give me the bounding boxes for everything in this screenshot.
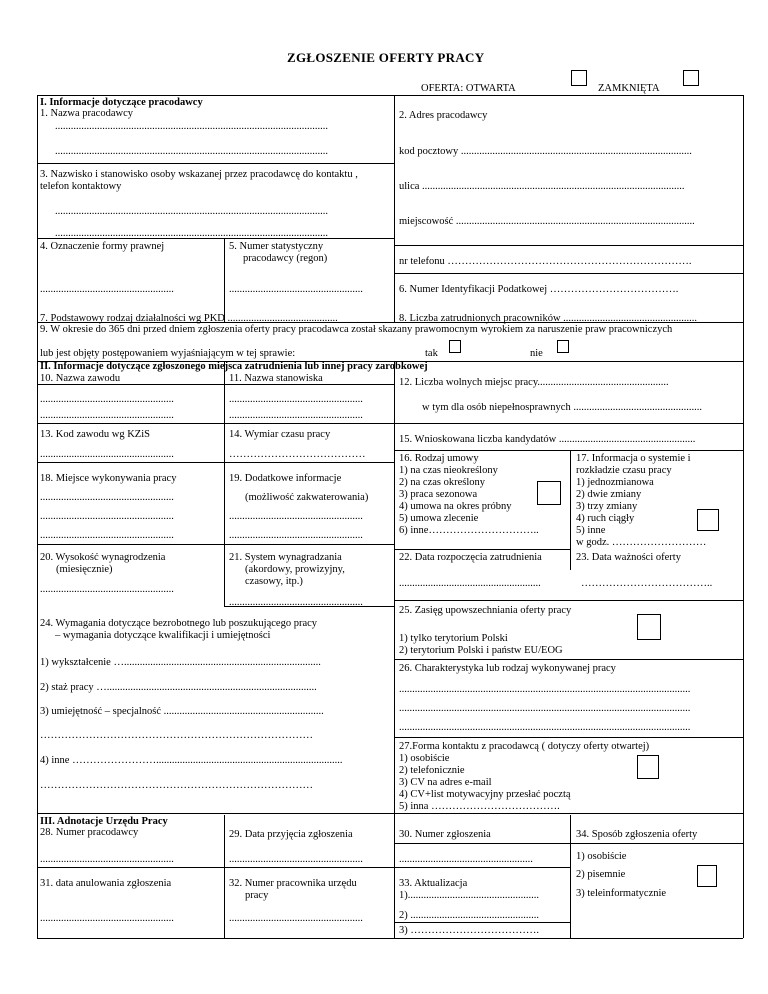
employer-name-field-2[interactable]: ........................................................................................................ [55, 146, 328, 157]
work-description-label: 26. Charakterystyka lub rodzaj wykonywanej pracy [399, 663, 616, 674]
shift-system-label: 17. Informacja o systemie i [576, 453, 691, 464]
salary-field[interactable]: ................................................... [40, 584, 174, 595]
offer-closed-label: ZAMKNIĘTA [598, 83, 660, 94]
contract-option-5: 5) umowa zlecenie [399, 513, 479, 524]
nip-field[interactable]: 6. Numer Identyfikacji Podatkowej ………………………………. [399, 284, 679, 295]
skills-field[interactable]: 3) umiejętność – specjalność ............................................................. [40, 706, 324, 717]
form-title: ZGŁOSZENIE OFERTY PRACY [287, 50, 485, 65]
contact-person-label: 3. Nazwisko i stanowisko osoby wskazanej przez pracodawcę do kontaktu , [40, 169, 358, 180]
candidates-count-field[interactable]: 15. Wnioskowana liczba kandydatów .................................................... [399, 434, 696, 445]
employer-number-label: 28. Numer pracodawcy [40, 827, 139, 838]
employer-address-label: 2. Adres pracodawcy [399, 110, 488, 121]
vacancies-disabled-field[interactable]: w tym dla osób niepełnosprawnych ................................................. [422, 402, 702, 413]
range-option-1: 1) tylko terytorium Polski [399, 633, 508, 644]
offer-open-checkbox[interactable] [571, 70, 587, 86]
phone-field[interactable]: nr telefonu ……………………………………………………………. [399, 256, 692, 267]
submission-method-label: 34. Sposób zgłoszenia oferty [576, 829, 698, 840]
method-option-1: 1) osobiście [576, 851, 627, 862]
expiry-date-field[interactable]: ……………………………….. [581, 578, 713, 589]
offer-range-label: 25. Zasięg upowszechniania oferty pracy [399, 605, 572, 616]
shift-option-4: 4) ruch ciągły [576, 513, 635, 524]
contract-option-2: 2) na czas określony [399, 477, 486, 488]
contact-phone-label: telefon kontaktowy [40, 181, 122, 192]
working-time-label: 14. Wymiar czasu pracy [229, 429, 331, 440]
shift-system-label-2: rozkładzie czasu pracy [576, 465, 672, 476]
clerk-number-label: 32. Numer pracownika urzędu [229, 878, 357, 889]
contact-form-label: 27.Forma kontaktu z pracodawcą ( dotyczy oferty otwartej) [399, 741, 650, 752]
shift-option-5: 5) inne [576, 525, 606, 536]
offer-closed-checkbox[interactable] [683, 70, 699, 86]
update-field-2[interactable]: 2) ................................................. [399, 910, 539, 921]
profession-label: 10. Nazwa zawodu [40, 373, 121, 384]
update-field-1[interactable]: 1).................................................. [399, 890, 539, 901]
pay-system-label: 21. System wynagradzania [229, 552, 342, 563]
pay-system-label-3: czasowy, itp.) [245, 576, 303, 587]
profession-field[interactable]: ................................................... [40, 394, 174, 405]
regon-label: 5. Numer statystyczny [229, 241, 324, 252]
acceptance-date-field[interactable]: ................................................... [229, 854, 363, 865]
cancel-date-field[interactable]: ................................................... [40, 913, 174, 924]
work-place-label: 18. Miejsce wykonywania pracy [40, 473, 177, 484]
postal-code-field[interactable]: kod pocztowy ........................................................................................ [399, 146, 692, 157]
employer-name-label: 1. Nazwa pracodawcy [40, 108, 133, 119]
work-place-field-3[interactable]: ................................................... [40, 530, 174, 541]
street-field[interactable]: ulica .................................................................................................... [399, 181, 685, 192]
contact-form-box[interactable] [637, 755, 659, 779]
section-2-header: II. Informacje dotyczące zgłoszonego miejsca zatrudnienia lub innej pracy zarobkowej [40, 361, 428, 372]
submission-method-box[interactable] [697, 865, 717, 887]
profession-field-2[interactable]: ................................................... [40, 410, 174, 421]
pay-system-label-2: (akordowy, prowizyjny, [245, 564, 345, 575]
kzis-code-field[interactable]: ................................................... [40, 449, 174, 460]
additional-info-field[interactable]: ................................................... [229, 511, 363, 522]
contact-phone-field[interactable]: ........................................................................................................ [55, 228, 328, 239]
contact-option-5[interactable]: 5) inna ………………………………. [399, 801, 560, 812]
contact-option-1: 1) osobiście [399, 753, 450, 764]
employer-name-field[interactable]: ........................................................................................................ [55, 121, 328, 132]
contact-option-4: 4) CV+list motywacyjny przesłać pocztą [399, 789, 571, 800]
work-description-field-2[interactable]: ............................................................................................................... [399, 703, 691, 714]
position-field[interactable]: ................................................... [229, 394, 363, 405]
contact-option-3: 3) CV na adres e-mail [399, 777, 492, 788]
legal-form-field[interactable]: ................................................... [40, 284, 174, 295]
employees-count-field[interactable]: 8. Liczba zatrudnionych pracowników ................................................... [399, 313, 698, 324]
other-requirements-field[interactable]: 4) inne ……………………....................................................................... [40, 755, 343, 766]
work-description-field[interactable]: ............................................................................................................... [399, 684, 691, 695]
yes-label: tak [425, 348, 438, 359]
skills-field-2[interactable]: …………………………………………………………………… [40, 730, 313, 741]
cancel-date-label: 31. data anulowania zgłoszenia [40, 878, 172, 889]
contract-type-box[interactable] [537, 481, 561, 505]
salary-label: 20. Wysokość wynagrodzenia [40, 552, 166, 563]
shift-hours-field[interactable]: w godz. ……………………… [576, 537, 707, 548]
shift-option-1: 1) jednozmianowa [576, 477, 654, 488]
clerk-number-label-2: pracy [245, 890, 269, 901]
shift-option-3: 3) trzy zmiany [576, 501, 638, 512]
pay-system-field[interactable]: ................................................... [229, 597, 363, 608]
method-option-3: 3) teleinformatycznie [576, 888, 667, 899]
no-checkbox[interactable] [557, 340, 569, 353]
work-description-field-3[interactable]: ............................................................................................................... [399, 722, 691, 733]
shift-system-box[interactable] [697, 509, 719, 531]
vacancies-field[interactable]: 12. Liczba wolnych miejsc pracy.................................................. [399, 377, 669, 388]
shift-option-2: 2) dwie zmiany [576, 489, 642, 500]
contract-option-6[interactable]: 6) inne………………………….. [399, 525, 539, 536]
acceptance-date-label: 29. Data przyjęcia zgłoszenia [229, 829, 353, 840]
method-option-2: 2) pisemnie [576, 869, 626, 880]
contract-option-3: 3) praca sezonowa [399, 489, 478, 500]
update-field-3[interactable]: 3) ………………………………. [399, 925, 539, 936]
legal-form-label: 4. Oznaczenie formy prawnej [40, 241, 165, 252]
employer-number-field[interactable]: ................................................... [40, 854, 174, 865]
range-option-2: 2) terytorium Polski i państw EU/EOG [399, 645, 563, 656]
additional-info-field-2[interactable]: ................................................... [229, 530, 363, 541]
accommodation-label: (możliwość zakwaterowania) [245, 492, 369, 503]
expiry-date-label: 23. Data ważności oferty [576, 552, 681, 563]
additional-info-label: 19. Dodatkowe informacje [229, 473, 342, 484]
submission-number-label: 30. Numer zgłoszenia [399, 829, 491, 840]
city-field[interactable]: miejscowość ........................................................................................... [399, 216, 695, 227]
requirements-label: 24. Wymagania dotyczące bezrobotnego lub poszukującego pracy [40, 618, 318, 629]
contact-person-field[interactable]: ........................................................................................................ [55, 206, 328, 217]
regon-field[interactable]: ................................................... [229, 284, 363, 295]
contract-option-4: 4) umowa na okres próbny [399, 501, 512, 512]
convicted-question-2: lub jest objęty postępowaniem wyjaśniającym w tej sprawie: [40, 348, 296, 359]
position-label: 11. Nazwa stanowiska [229, 373, 323, 384]
section-1-header: I. Informacje dotyczące pracodawcy [40, 97, 203, 108]
clerk-number-field[interactable]: ................................................... [229, 913, 363, 924]
section-3-header: III. Adnotacje Urzędu Pracy [40, 816, 168, 827]
working-time-field[interactable]: ………………………………… [229, 449, 366, 460]
contract-type-label: 16. Rodzaj umowy [399, 453, 479, 464]
regon-label-2: pracodawcy (regon) [243, 253, 328, 264]
no-label: nie [530, 348, 543, 359]
start-date-field[interactable]: ...................................................... [399, 578, 541, 589]
work-place-field[interactable]: ................................................... [40, 492, 174, 503]
offer-open-label: OFERTA: OTWARTA [421, 83, 516, 94]
yes-checkbox[interactable] [449, 340, 461, 353]
start-date-label: 22. Data rozpoczęcia zatrudnienia [399, 552, 542, 563]
other-requirements-field-2[interactable]: …………………………………………………………………… [40, 780, 313, 791]
submission-number-field[interactable]: ................................................... [399, 854, 533, 865]
experience-field[interactable]: 2) staż pracy …................................................................................ [40, 682, 317, 693]
requirements-label-2: – wymagania dotyczące kwalifikacji i umiejętności [55, 630, 271, 641]
education-field[interactable]: 1) wykształcenie …........................................................................... [40, 657, 321, 668]
contract-option-1: 1) na czas nieokreślony [399, 465, 498, 476]
update-label: 33. Aktualizacja [399, 878, 468, 889]
position-field-2[interactable]: ................................................... [229, 410, 363, 421]
work-place-field-2[interactable]: ................................................... [40, 511, 174, 522]
convicted-question: 9. W okresie do 365 dni przed dniem zgłoszenia oferty pracy pracodawca został skazany prawomocnym wyrokiem za naruszenie praw pracowniczych [40, 324, 673, 335]
kzis-code-label: 13. Kod zawodu wg KZiS [40, 429, 150, 440]
offer-range-box[interactable] [637, 614, 661, 640]
salary-label-2: (miesięcznie) [56, 564, 113, 575]
pkd-field[interactable]: 7. Podstawowy rodzaj działalności wg PKD .......................................... [40, 313, 338, 324]
contact-option-2: 2) telefonicznie [399, 765, 465, 776]
